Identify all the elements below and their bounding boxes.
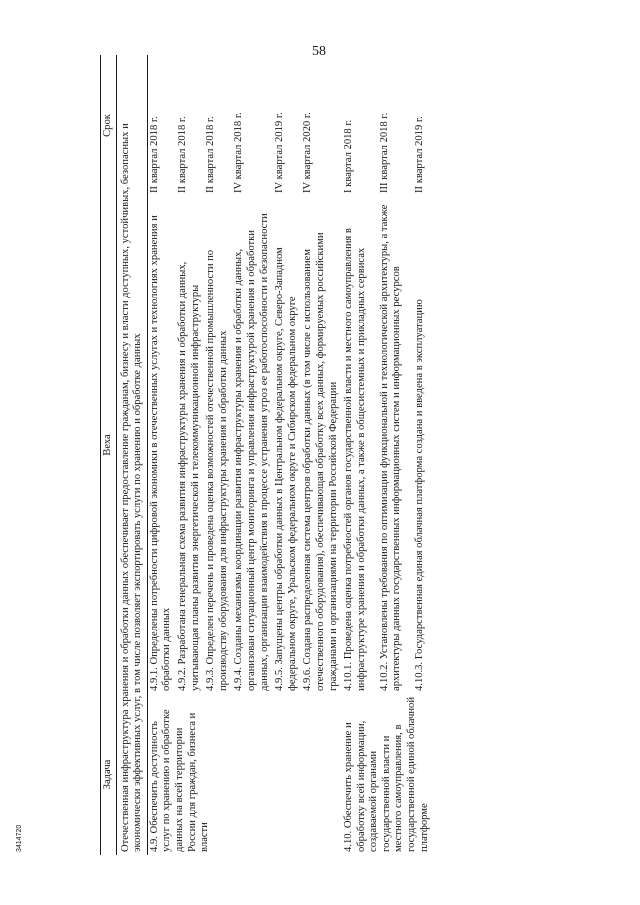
header-term: Срок bbox=[101, 55, 117, 196]
milestone-cell: 4.9.3. Определен перечень и проведена оценка возможностей отечественной промышленности по производству оборудования для инфраструктуры хранения и обработки данных bbox=[205, 249, 229, 691]
term-cell: III квартал 2018 г. bbox=[378, 112, 390, 193]
goal-text: Отечественная инфраструктура хранения и обработки данных обеспечивает предоставление гражданам, бизнесу и власти доступных, устойчивых, безопасных и экономически эффективных услуг, в том числе позволяет экспортировать услуги по хранению и обработке данных bbox=[116, 55, 147, 855]
milestone-cell: 4.10.3. Государственная единая облачная платформа создана и введена в эксплуатацию bbox=[414, 299, 426, 691]
goal-row bbox=[116, 55, 147, 855]
table-header-row bbox=[101, 55, 117, 855]
milestones-table bbox=[100, 55, 433, 855]
page-number: 58 bbox=[312, 44, 326, 59]
milestone-cell: 4.10.2. Установлены требования по оптимизации функциональной и технологической архитектуры, а также архитектуры данных государственных информационных систем и информационных ресурсов bbox=[378, 204, 403, 691]
term-cell: II квартал 2018 г. bbox=[176, 116, 188, 193]
document-id: 3414720 bbox=[16, 824, 23, 852]
term-cell: II квартал 2018 г. bbox=[148, 116, 160, 193]
term-cell: IV квартал 2018 г. bbox=[233, 112, 245, 193]
term-cell: IV квартал 2020 г. bbox=[302, 112, 314, 193]
term-cell: I квартал 2018 г. bbox=[343, 119, 355, 193]
milestone-cell: 4.9.4. Созданы механизмы координации развития инфраструктуры хранения и обработки данных, организован ситуационный центр мониторинга и управления инфраструктурой хранения и обработки данных, организации взаимодействия в процессе устранения угроз ее работоспособности и безопасности bbox=[233, 213, 270, 691]
term-cell: II квартал 2019 г. bbox=[414, 116, 426, 193]
milestone-cell: 4.9.2. Разработана генеральная схема развития инфраструктуры хранения и обработки данных, учитывающая планы развития энергетической и телекоммуникационной инфраструктуры bbox=[176, 261, 201, 691]
table-row bbox=[342, 55, 378, 855]
milestone-cell: 4.9.5. Запущены центры обработки данных в Центральном федеральном округе, Северо-Западном федеральном округе, Уральском федеральном округе и Сибирском федеральном округе bbox=[274, 247, 298, 691]
milestone-cell: 4.9.1. Определены потребности цифровой экономики в отечественных услугах и технологиях хранения и обработки данных bbox=[148, 215, 173, 691]
header-task: Задача bbox=[101, 694, 117, 855]
milestone-cell: 4.10.1. Проведена оценка потребностей органов государственной власти и местного самоуправления в инфраструктуре хранения и обработки данных, а также в общесистемных и прикладных сервисах bbox=[343, 228, 367, 691]
milestone-cell: 4.9.6. Создана распределенная система центров обработки данных (в том числе с использованием отечественного оборудования), обеспечивающая обработку всех данных, формируемых российскими гражданами и организациями на территории Российской Федерации bbox=[302, 232, 339, 691]
term-cell: IV квартал 2019 г. bbox=[274, 112, 286, 193]
term-cell: II квартал 2018 г. bbox=[205, 116, 217, 193]
task-cell: 4.10. Обеспечить хранение и обработку всей информации, создаваемой органами государственной власти и местного самоуправления, в государственной единой облачной платформе bbox=[343, 696, 430, 852]
rotated-page-content bbox=[100, 55, 545, 855]
task-cell: 4.9. Обеспечить доступность услуг по хранению и обработке данных на всей территории России для граждан, бизнеса и власти bbox=[148, 709, 211, 852]
table-row bbox=[147, 55, 176, 855]
header-milestone: Веха bbox=[101, 196, 117, 694]
